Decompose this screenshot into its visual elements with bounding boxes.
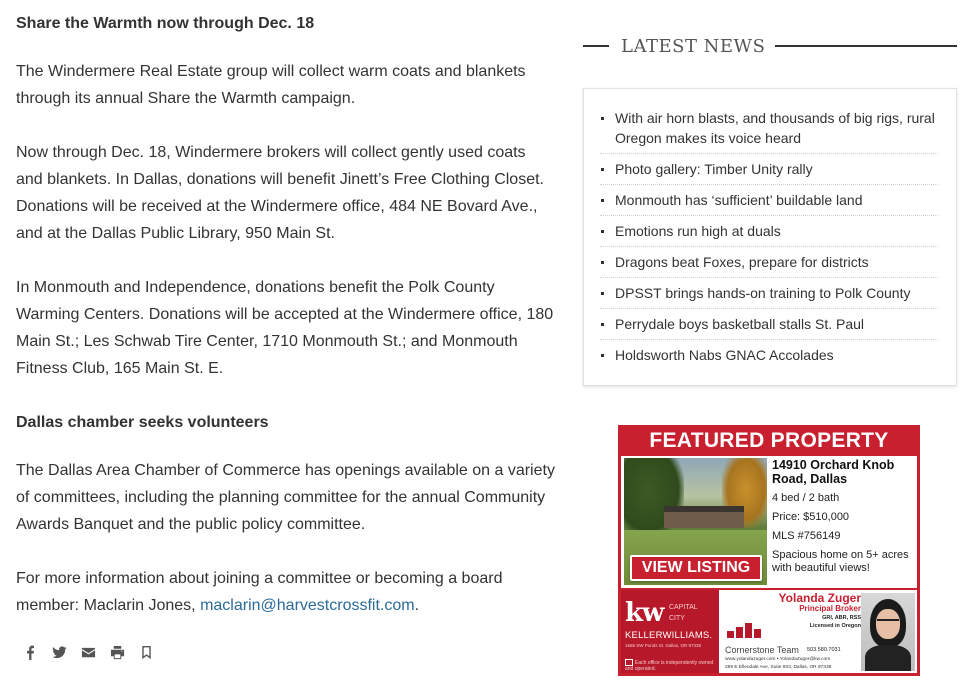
latest-news-header: [583, 33, 957, 59]
team-name: Cornerstone Team: [725, 645, 799, 655]
listing-details: [772, 458, 917, 575]
agent-license: Licensed in Oregon: [809, 623, 861, 629]
photo-house: [664, 506, 744, 528]
bookmark-icon[interactable]: [138, 643, 154, 661]
header-rule-right: [775, 45, 957, 47]
listing-address: 14910 Orchard Knob Road, Dallas: [772, 458, 895, 486]
photo-face: [876, 609, 900, 639]
listing-mls: MLS #756149: [772, 530, 841, 542]
keller-williams-logo: [621, 590, 719, 673]
facebook-icon[interactable]: [22, 643, 38, 661]
cornerstone-logo-icon: [727, 623, 763, 643]
section-heading-chamber: Dallas chamber seeks volunteers: [16, 414, 269, 431]
agent-credentials: GRI, ABR, RSS: [822, 615, 861, 621]
listing-description: Spacious home on 5+ acres with beautiful views!: [772, 549, 909, 574]
contact-suffix: .: [414, 597, 420, 614]
article-paragraph: The Dallas Area Chamber of Commerce has openings available on a variety of committees, including the planning committee for the annual Community Awards Banquet and the public policy committee.: [16, 462, 555, 533]
share-toolbar: [22, 643, 154, 661]
kw-address: 1665 SW Ponds St. Dallas, OR 97338: [625, 643, 702, 648]
property-photo[interactable]: [624, 458, 767, 585]
article-paragraph-contact: [16, 565, 556, 619]
team-address: 289 E Ellendale Ave, Suite 603, Dallas, OR 97338: [725, 665, 832, 670]
section-heading-share-warmth: Share the Warmth now through Dec. 18: [16, 15, 315, 32]
news-item[interactable]: Holdsworth Nabs GNAC Accolades: [600, 340, 938, 370]
agent-role: Principal Broker: [799, 604, 861, 613]
news-item[interactable]: Monmouth has ‘sufficient’ buildable land: [600, 185, 938, 216]
article-paragraph: Now through Dec. 18, Windermere brokers will collect gently used coats and blankets. In Dallas, donations will benefit Jinett’s Free Clothing Closet. Donations will be received at the Windermere office, 484 NE Bovard Ave., and at the Dallas Public Library, 950 Main St.: [16, 144, 544, 242]
ad-title: FEATURED PROPERTY: [649, 429, 889, 452]
news-item[interactable]: DPSST brings hands-on training to Polk County: [600, 278, 938, 309]
agent-name: Yolanda Zuger: [778, 591, 861, 605]
view-listing-button[interactable]: VIEW LISTING: [630, 555, 762, 581]
news-item[interactable]: Dragons beat Foxes, prepare for districts: [600, 247, 938, 278]
news-item[interactable]: Emotions run high at duals: [600, 216, 938, 247]
twitter-icon[interactable]: [51, 643, 67, 661]
agent-banner: [621, 590, 917, 673]
news-item[interactable]: Photo gallery: Timber Unity rally: [600, 154, 938, 185]
email-icon[interactable]: [80, 643, 96, 661]
contact-text: For more information about joining a committee or becoming a board member: Maclarin Jones,: [16, 570, 503, 614]
latest-news-title: LATEST NEWS: [621, 35, 766, 57]
equal-housing-icon: [625, 659, 633, 666]
header-rule-left: [583, 45, 609, 47]
kw-brand-name: KELLERWILLIAMS.: [625, 630, 713, 641]
latest-news-list: [583, 88, 957, 386]
listing-price: Price: $510,000: [772, 511, 850, 523]
photo-body: [865, 645, 911, 671]
photo-glasses: [877, 619, 899, 624]
kw-office-label: CAPITAL CITY: [669, 604, 698, 622]
print-icon[interactable]: [109, 643, 125, 661]
equal-housing-note: Each office is independently owned and operated.: [625, 659, 714, 672]
article-body: [16, 10, 556, 646]
featured-property-ad[interactable]: [618, 425, 920, 676]
article-paragraph: The Windermere Real Estate group will collect warm coats and blankets through its annual Share the Warmth campaign.: [16, 63, 526, 107]
team-website: www.yolandazuger.com • YolandaZuger@kw.com: [725, 657, 831, 662]
team-phone: 503.580.7031: [807, 647, 841, 653]
agent-photo: [861, 593, 915, 671]
listing-beds: 4 bed / 2 bath: [772, 492, 840, 504]
article-paragraph: In Monmouth and Independence, donations benefit the Polk County Warming Centers. Donations will be accepted at the Windermere office, 180 Main St.; Les Schwab Tire Center, 1710 Monmouth St.; and Monmouth Fitness Club, 165 Main St. E.: [16, 279, 554, 377]
news-item[interactable]: Perrydale boys basketball stalls St. Paul: [600, 309, 938, 340]
kw-logo-mark: kw: [625, 598, 664, 628]
listing-card: [621, 456, 917, 588]
news-item[interactable]: With air horn blasts, and thousands of big rigs, rural Oregon makes its voice heard: [600, 103, 938, 154]
contact-email-link[interactable]: maclarin@harvestcrossfit.com: [200, 597, 415, 614]
